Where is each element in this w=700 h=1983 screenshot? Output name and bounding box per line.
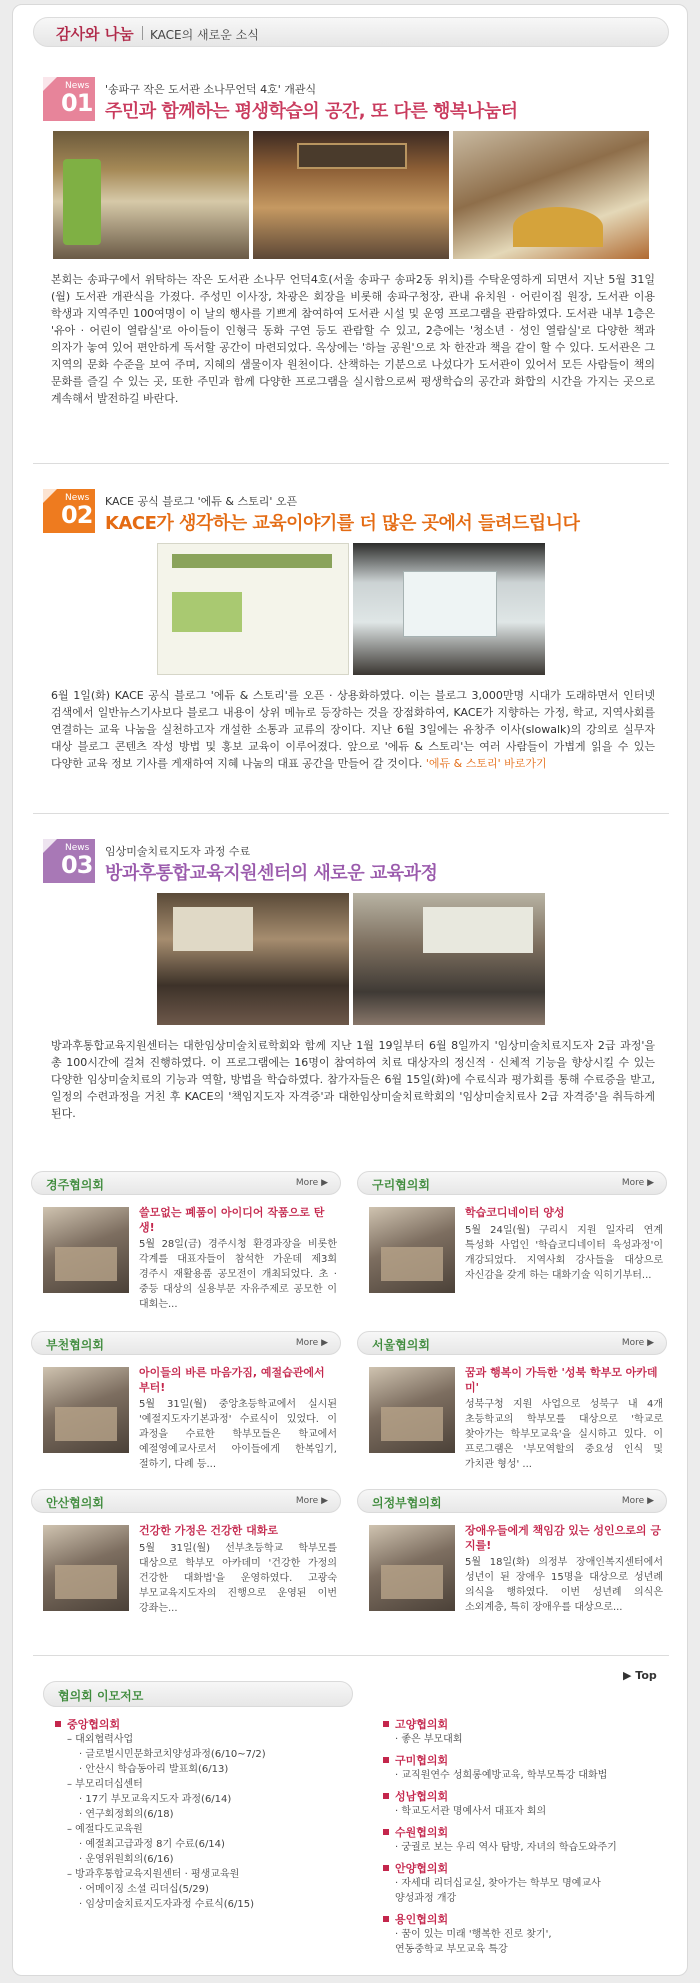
council-summary: 5월 18일(화) 의정부 장애인복지센터에서 성년이 된 장애우 15명을 대상으로 성년례 의식을 행하였다. 이번 성년례 의식은 소외계층, 특히 장애우를 대상으로... [465, 1557, 663, 1613]
header-separator [142, 26, 143, 40]
badge-number: 03 [61, 851, 93, 879]
more-button[interactable]: More ▶ [621, 1496, 654, 1506]
council-summary: 5월 28일(금) 경주시청 환경과장을 비롯한 각계를 대표자들이 참석한 가운데 제3회 경주시 재활용품 공모전이 개최되었다. 초 · 중등 대상의 실용부문 자유주제로 공모한 이 대회는... [139, 1239, 337, 1310]
council-news-item[interactable]: · 궁궐로 보는 우리 역사 탐방, 자녀의 학습도와주기 [395, 1842, 617, 1853]
council-news-item[interactable]: · 연구회정회의(6/18) [79, 1809, 174, 1820]
council-summary: 5월 31일(월) 선부초등학교 학부모를 대상으로 학부모 아카데미 '건강한 가정의 건강한 대화법'을 운영하였다. 고광숙 부모교육지도자의 진행으로 운영된 이번 강좌는... [139, 1543, 337, 1614]
council-news-item[interactable]: – 예절다도교육원 [67, 1824, 143, 1835]
council-bar [31, 1489, 341, 1513]
council-news-item[interactable]: · 꿈이 있는 미래 '행복한 진로 찾기', [395, 1929, 552, 1940]
council-news-item[interactable]: – 부모리더십센터 [67, 1779, 143, 1790]
council-seoul [357, 1331, 667, 1491]
more-button[interactable]: More ▶ [295, 1496, 328, 1506]
news-body: 방과후통합교육지원센터는 대한임상미술치료학회와 함께 지난 1월 19일부터 6월 8일까지 '임상미술치료지도자 2급 과정'을 총 100시간에 걸쳐 진행하였다. 이 프로그램에는 16명이 참여하여 치료 대상자의 정신적 · 신체적 기능을 향상시킬 수 있는 다양한 임상미술치료의 기능과 역할, 방법을 학습하였다. 참가자들은 6월 15일(화)에 수료식과 평가회를 통해 수료증을 받고, 일정의 수련과정을 거친 후 KACE의 '책임지도자 자격증'과 대한임상미술치료학회의 '임상미술치료사 2급 자격증'을 취득하게 된다. [51, 1039, 655, 1120]
council-news-item[interactable]: · 학교도서관 명예사서 대표자 회의 [395, 1806, 547, 1817]
news-kicker: 임상미술치료지도자 과정 수료 [105, 845, 251, 858]
opening-ceremony-photo [253, 131, 449, 259]
news-kicker: '송파구 작은 도서관 소나무언덕 4호' 개관식 [105, 83, 317, 96]
council-news-item[interactable]: 양성과정 개강 [395, 1893, 457, 1904]
council-headline[interactable]: 꿈과 행복이 가득한 '성북 학부모 아카데미' [465, 1366, 658, 1394]
council-news-item[interactable]: · 예절최고급과정 8기 수료(6/14) [79, 1839, 225, 1850]
council-group-name[interactable]: 용인협의회 [383, 1912, 673, 1927]
more-button[interactable]: More ▶ [295, 1178, 328, 1188]
council-news-item[interactable]: · 교직원연수 성희롱예방교육, 학부모특강 대화법 [395, 1770, 608, 1781]
reading-room-photo [453, 131, 649, 259]
blog-screenshot-photo [157, 543, 349, 675]
council-news-item[interactable]: 연동중학교 부모교육 특강 [395, 1944, 508, 1955]
council-group-name[interactable]: 고양협의회 [383, 1717, 673, 1732]
divider [33, 1655, 669, 1656]
badge-fold-icon [43, 839, 57, 853]
council-name: 서울협의회 [372, 1338, 430, 1352]
council-thumbnail [369, 1525, 455, 1611]
more-button[interactable]: More ▶ [621, 1338, 654, 1348]
council-news-right-column [383, 1717, 673, 1957]
news-photos [43, 131, 659, 259]
council-uijeongbu [357, 1489, 667, 1649]
council-news-item[interactable]: · 안산시 학습동아리 발표회(6/13) [79, 1764, 229, 1775]
council-name: 부천협의회 [46, 1338, 104, 1352]
council-headline[interactable]: 학습코디네이터 양성 [465, 1206, 565, 1219]
council-bar [357, 1171, 667, 1195]
council-news-bar [43, 1681, 353, 1707]
council-bar [31, 1331, 341, 1355]
art-therapy-class-photo [157, 893, 349, 1025]
council-headline[interactable]: 아이들의 바른 마음가짐, 예절습관에서 부터! [139, 1366, 325, 1394]
council-group-name[interactable]: 구미협의회 [383, 1753, 673, 1768]
badge-label: News [65, 493, 90, 503]
council-headline[interactable]: 장애우들에게 책임감 있는 성인으로의 긍지를! [465, 1524, 661, 1552]
section-header [33, 17, 669, 47]
section-subtitle: KACE의 새로운 소식 [150, 28, 259, 42]
news-title[interactable]: 방과후통합교육지원센터의 새로운 교육과정 [105, 863, 438, 884]
badge-label: News [65, 81, 90, 91]
council-news-item[interactable]: – 방과후통합교육지원센터 · 평생교육원 [67, 1869, 240, 1880]
news-title[interactable]: 주민과 함께하는 평생학습의 공간, 또 다른 행복나눔터 [105, 101, 518, 122]
badge-number: 01 [61, 89, 93, 117]
badge-fold-icon [43, 77, 57, 91]
news-title[interactable]: KACE가 생각하는 교육이야기를 더 많은 곳에서 들려드립니다 [105, 513, 580, 534]
council-bucheon [31, 1331, 341, 1491]
council-group-name[interactable]: 수원협의회 [383, 1825, 673, 1840]
council-summary: 성북구청 지원 사업으로 성북구 내 4개 초등학교의 학부모를 대상으로 '학교로 찾아가는 학부모교육'을 실시하고 있다. 이 프로그램은 '부모역할의 중요성 인식 및 가치관 형성' ... [465, 1399, 663, 1470]
council-thumbnail [43, 1207, 129, 1293]
council-news-item[interactable]: · 어메이징 소셜 리더십(5/29) [79, 1884, 209, 1895]
blog-link[interactable]: '에듀 & 스토리' 바로가기 [425, 757, 547, 770]
council-news-item[interactable]: · 17기 부모교육지도자 과정(6/14) [79, 1794, 232, 1805]
council-news-item[interactable]: · 좋은 부모대회 [395, 1734, 463, 1745]
news-badge [43, 839, 95, 883]
news-kicker: KACE 공식 블로그 '에듀 & 스토리' 오픈 [105, 495, 298, 508]
council-summary: 5월 24일(월) 구리시 지원 일자리 연계 특성화 사업인 '학습코디네이터 육성과정'이 개강되었다. 지역사회 강사들을 대상으로 자신감을 갖게 하는 대화기술 익히기부터... [465, 1225, 663, 1281]
blog-lecture-photo [353, 543, 545, 675]
council-thumbnail [369, 1207, 455, 1293]
council-group-name[interactable]: 성남협의회 [383, 1789, 673, 1804]
council-bar [31, 1171, 341, 1195]
more-button[interactable]: More ▶ [621, 1178, 654, 1188]
council-ansan [31, 1489, 341, 1649]
graduation-ceremony-photo [353, 893, 545, 1025]
newsletter-page [12, 4, 688, 1976]
library-entrance-photo [53, 131, 249, 259]
council-thumbnail [369, 1367, 455, 1453]
council-bar [357, 1331, 667, 1355]
council-guri [357, 1171, 667, 1331]
news-badge [43, 77, 95, 121]
divider [33, 463, 669, 464]
section-title: 감사와 나눔 [56, 25, 134, 43]
badge-number: 02 [61, 501, 93, 529]
council-bar [357, 1489, 667, 1513]
council-name: 구리협의회 [372, 1178, 430, 1192]
council-name: 의정부협의회 [372, 1496, 442, 1510]
council-thumbnail [43, 1525, 129, 1611]
badge-label: News [65, 843, 90, 853]
council-news-item[interactable]: · 글로벌시민문화코치양성과정(6/10~7/2) [79, 1749, 266, 1760]
news-photos [43, 543, 659, 675]
council-news-left-column [55, 1717, 355, 1912]
council-summary: 5월 31일(월) 중앙초등학교에서 실시된 '예절지도자기본과정' 수료식이 있었다. 이 과정을 수료한 학부모들은 학교에서 예절영예교사로서 아이들에게 한복입기, 절하기, 다례 등... [139, 1399, 337, 1470]
news-body: 6월 1일(화) KACE 공식 블로그 '에듀 & 스토리'를 오픈 · 상용화하였다. 이는 블로그 3,000만명 시대가 도래하면서 인터넷 검색에서 일반뉴스기사보다 블로그 내용이 상위 메뉴로 등장하는 것을 장점화하여, KACE가 지향하는 가정, 학교, 지역사회를 연결하는 교육 나눔을 실천하고자 개설한 소통과 교류의 장이다. 지난 6월 3일에는 유창주 이사(slowalk)의 강의로 실무자 대상 블로그 콘텐츠 작성 방법 및 홍보 교육이 이루어졌다. 앞으로 '에듀 & 스토리'는 여러 사람들이 가볍게 읽을 수 있는 다양한 교육 정보 기사를 게재하여 지혜 나눔의 대표 공간을 만들어 갈 것이다. '에듀 & 스토리' 바로가기 [51, 689, 655, 770]
council-news-item[interactable]: · 임상미술치료지도자과정 수료식(6/15) [79, 1899, 255, 1910]
council-group-name[interactable]: 안양협의회 [383, 1861, 673, 1876]
news-badge [43, 489, 95, 533]
top-link[interactable]: ▶ Top [623, 1669, 657, 1682]
council-news-item[interactable]: · 자세대 리더십교실, 찾아가는 학부모 명예교사 [395, 1878, 601, 1889]
council-gyeongju [31, 1171, 341, 1331]
badge-fold-icon [43, 489, 57, 503]
council-name: 경주협의회 [46, 1178, 104, 1192]
council-news-item[interactable]: – 대외협력사업 [67, 1734, 134, 1745]
council-news-item[interactable]: · 운영위원회의(6/16) [79, 1854, 174, 1865]
council-name: 안산협의회 [46, 1496, 104, 1510]
divider [33, 813, 669, 814]
council-group-name[interactable]: 중앙협의회 [55, 1717, 355, 1732]
news-photos [43, 893, 659, 1025]
council-headline[interactable]: 쓸모없는 폐품이 아이디어 작품으로 탄생! [139, 1206, 325, 1234]
council-thumbnail [43, 1367, 129, 1453]
more-button[interactable]: More ▶ [295, 1338, 328, 1348]
council-news-title: 협의회 이모저모 [58, 1689, 144, 1703]
council-headline[interactable]: 건강한 가정은 건강한 대화로 [139, 1524, 278, 1537]
news-body: 본회는 송파구에서 위탁하는 작은 도서관 소나무 언덕4호(서울 송파구 송파2동 위치)를 수탁운영하게 되면서 지난 5월 31일(월) 도서관 개관식을 가졌다. 주성민 이사장, 차광은 회장을 비롯해 송파구청장, 관내 유치원 · 어린이집 원장, 도서관 이용 학생과 지역주민 100여명이 이 날의 행사를 기쁘게 참여하여 도서관 시설 및 운영 프로그램을 관람하였다. 도서관 내부 1층은 '유아 · 어린이 열람실'로 아이들이 인형극 동화 구연 등도 관람할 수 있고, 2층에는 '청소년 · 성인 열람실'로 다양한 책과 의자가 놓여 있어 편안하게 독서할 공간이 마련되었다. 옥상에는 '하늘 공원'으로 차 한잔과 책을 같이 할 수 있다. 도서관은 그 지역의 문화 수준을 보여 주며, 지혜의 샘물이자 원천이다. 산책하는 기분으로 나섰다가 도서관이 있어서 모든 사람들이 책의 문화를 즐길 수 있는 곳, 또한 주민과 함께 다양한 프로그램을 실시함으로써 평생학습의 공간과 화합의 시간을 가지는 곳으로 계속해서 발전하길 바란다. [51, 273, 655, 405]
